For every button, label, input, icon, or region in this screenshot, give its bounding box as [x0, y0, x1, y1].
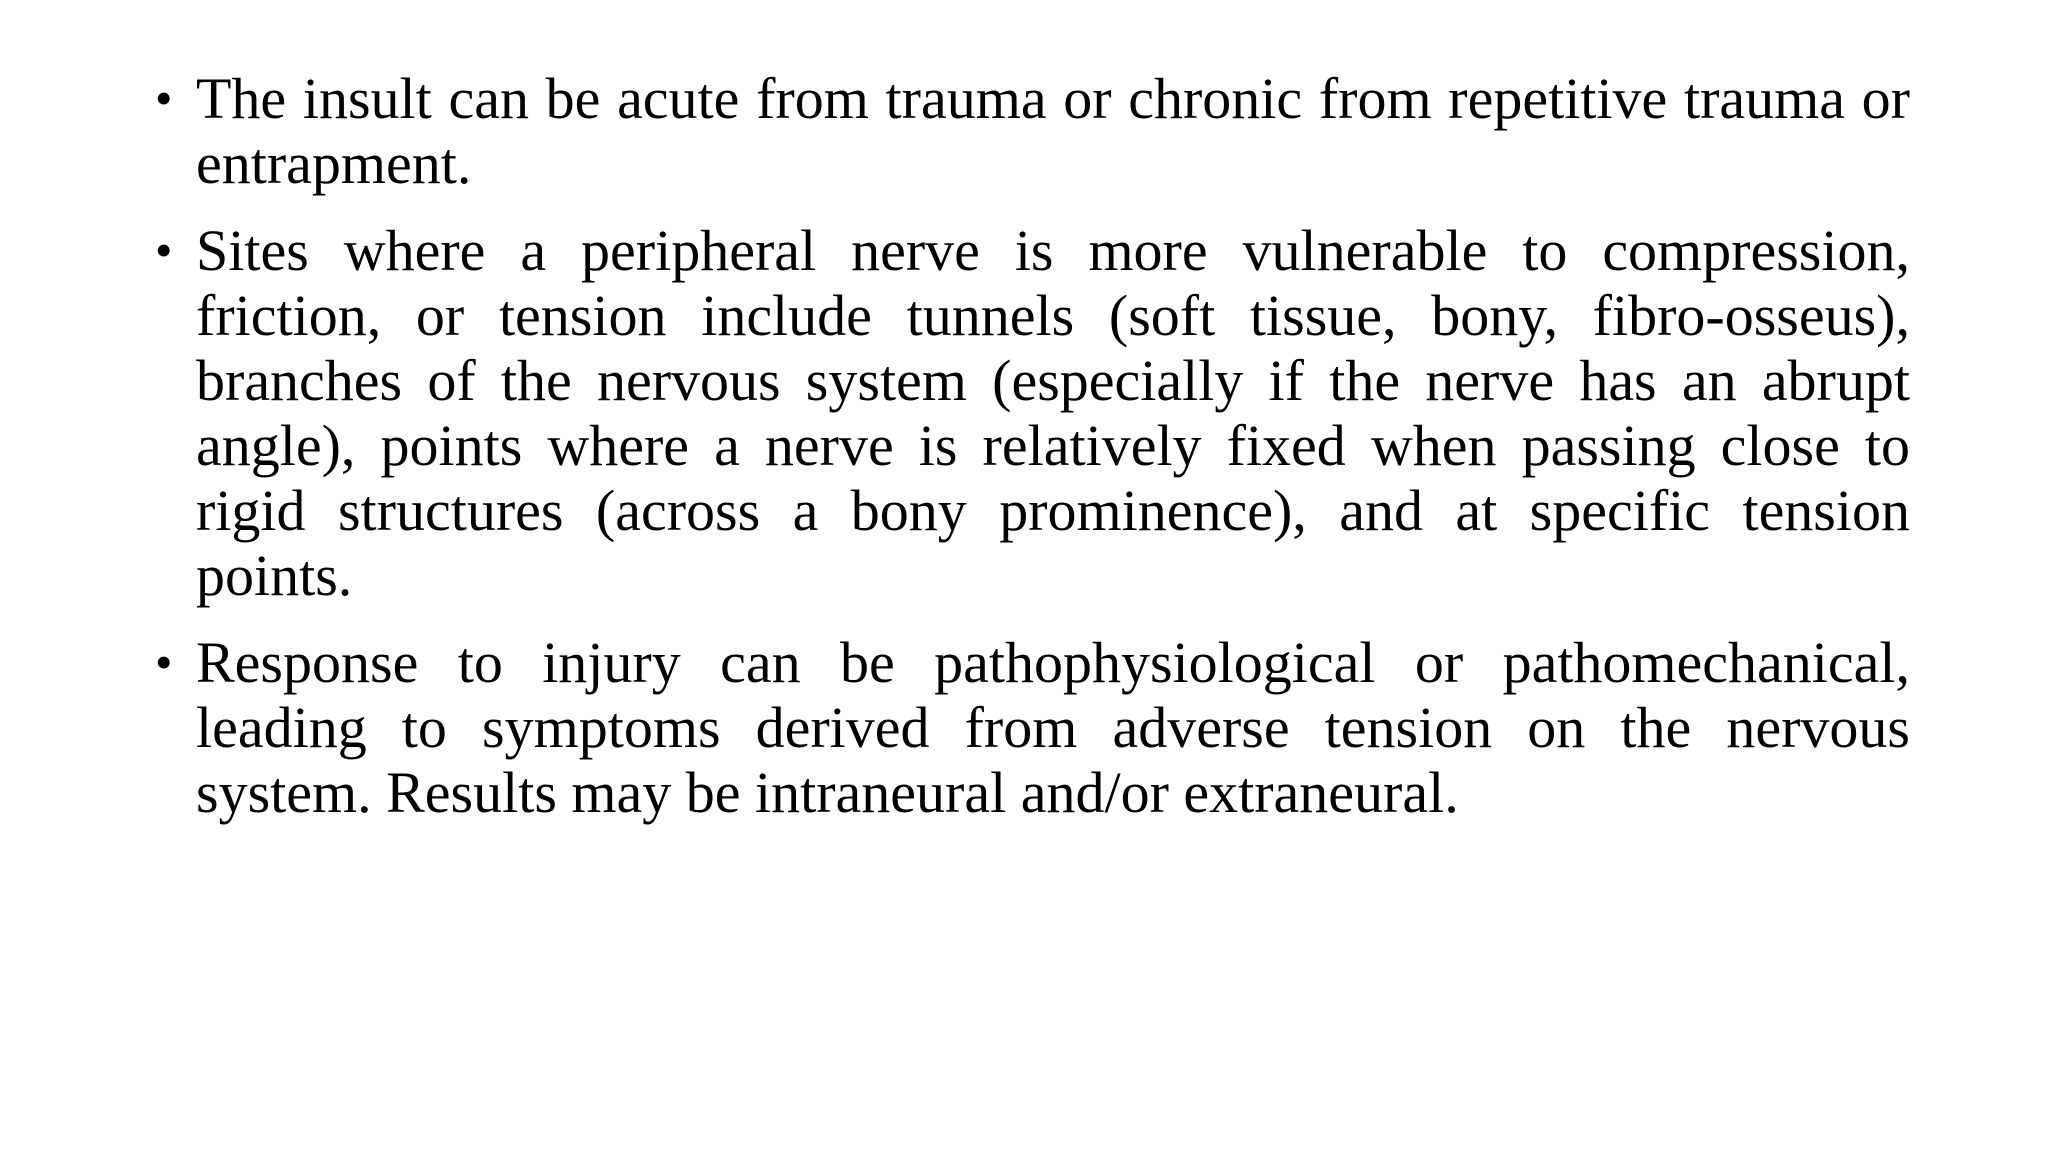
bullet-dot-icon: •: [155, 70, 173, 126]
bullet-dot-icon: •: [155, 222, 173, 278]
bullet-text: The insult can be acute from trauma or chronic from repetitive trauma or entrapment.: [196, 66, 1910, 196]
bullet-text: Response to injury can be pathophysiological or pathomechanical, leading to symptoms derived from adverse tension on the nervous system. Results may be intraneural and/or extraneural.: [196, 630, 1910, 825]
bullet-item: [155, 66, 1910, 196]
bullet-item: [155, 218, 1910, 608]
bullet-text: Sites where a peripheral nerve is more vulnerable to compression, friction, or tension include tunnels (soft tissue, bony, fibro-osseus), branches of the nervous system (especially if the nerve has an abrupt angle), points where a nerve is relatively fixed when passing close to rigid structures (across a bony prominence), and at specific tension points.: [196, 218, 1910, 608]
bullet-dot-icon: •: [155, 634, 173, 690]
bullet-item: [155, 630, 1910, 825]
bullet-list: [155, 66, 1910, 847]
